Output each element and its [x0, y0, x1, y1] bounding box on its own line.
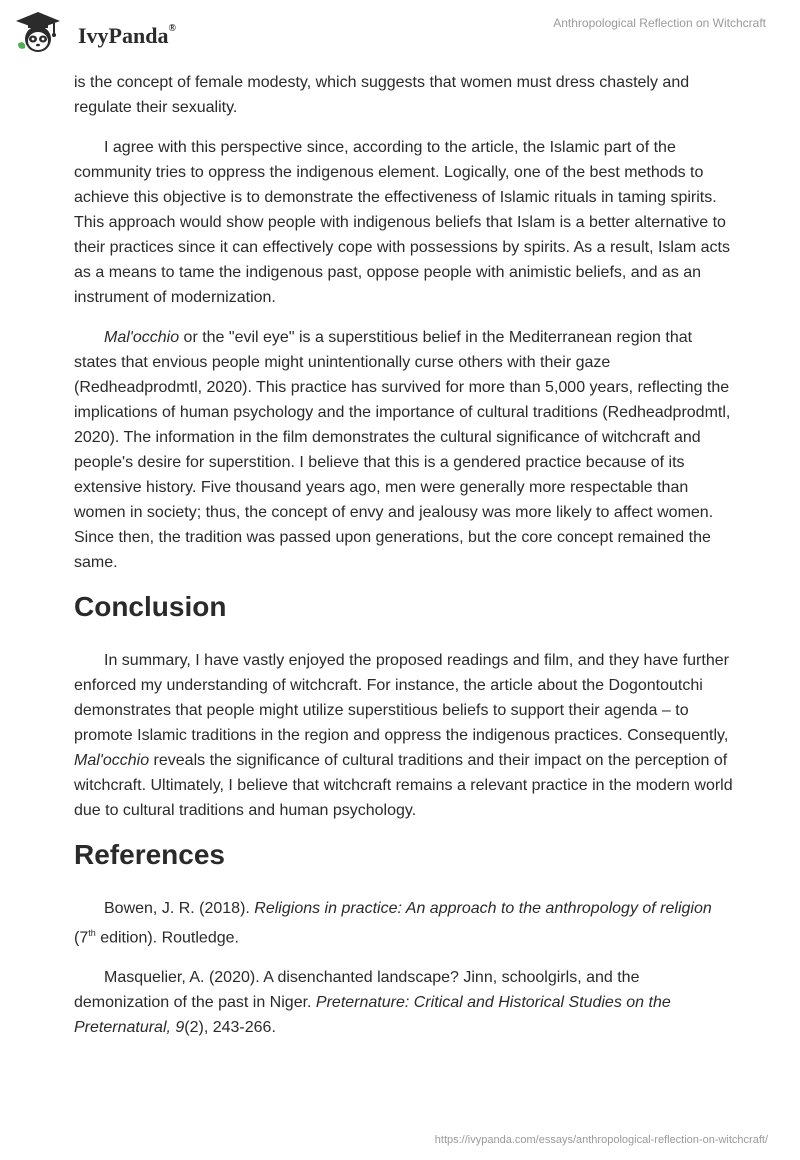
conclusion-heading: Conclusion — [74, 591, 227, 622]
paragraph-continuation: is the concept of female modesty, which suggests that women must dress chastely and regulate their sexuality. — [74, 74, 690, 116]
logo-wordmark: IvyPanda® — [78, 22, 176, 48]
page-header — [0, 0, 800, 70]
reference-bowen: Bowen, J. R. (2018). Religions in practice: An approach to the anthropology of religion (7th edition). Routledge. — [74, 900, 712, 947]
running-title: Anthropological Reflection on Witchcraft — [553, 16, 766, 30]
ivypanda-logo[interactable] — [14, 8, 204, 60]
paragraph-agreement: I agree with this perspective since, according to the article, the Islamic part of the community tries to oppress the indigenous element. Logically, one of the best methods to achieve this objective is to demonstrate the effectiveness of Islamic rituals in taming spirits. This approach would show people with indigenous beliefs that Islam is a better alternative to their practices since it can effectively cope with possessions by spirits. As a result, Islam acts as a means to tame the indigenous past, oppose people with animistic beliefs, and as an instrument of modernization. — [74, 139, 730, 306]
paragraph-conclusion: In summary, I have vastly enjoyed the proposed readings and film, and they have further enforced my understanding of witchcraft. For instance, the article about the Dogontoutchi demonstrates that people might utilize superstitious beliefs to support their agenda – to promote Islamic traditions in the region and oppress the indigenous practices. Consequently, Mal'occhio reveals the significance of cultural traditions and their impact on the perception of witchcraft. Ultimately, I believe that witchcraft remains a relevant practice in the modern world due to cultural traditions and human psychology. — [74, 652, 733, 819]
source-url-link[interactable]: https://ivypanda.com/essays/anthropological-reflection-on-witchcraft/ — [434, 1134, 768, 1146]
reference-masquelier: Masquelier, A. (2020). A disenchanted landscape? Jinn, schoolgirls, and the demonization of the past in Niger. Preternature: Critical and Historical Studies on the Preternatural, 9(2), 243-266. — [74, 969, 671, 1037]
paragraph-maloccio: Mal'occhio or the "evil eye" is a superstitious belief in the Mediterranean region that states that envious people might unintentionally curse others with their gaze (Redheadprodmtl, 2020). This practice has survived for more than 5,000 years, reflecting the implications of human psychology and the importance of cultural traditions (Redheadprodmtl, 2020). The information in the film demonstrates the cultural significance of witchcraft and people's desire for superstition. I believe that this is a gendered practice because of its extensive history. Five thousand years ago, men were generally more respectable than women in society; thus, the concept of envy and jealousy was more likely to affect women. Since then, the tradition was passed upon generations, but the core concept remained the same. — [74, 329, 731, 571]
essay-content — [74, 70, 734, 1055]
panda-logo-icon — [14, 10, 62, 54]
references-heading: References — [74, 839, 225, 870]
film-title-italic: Mal'occhio — [104, 329, 180, 346]
